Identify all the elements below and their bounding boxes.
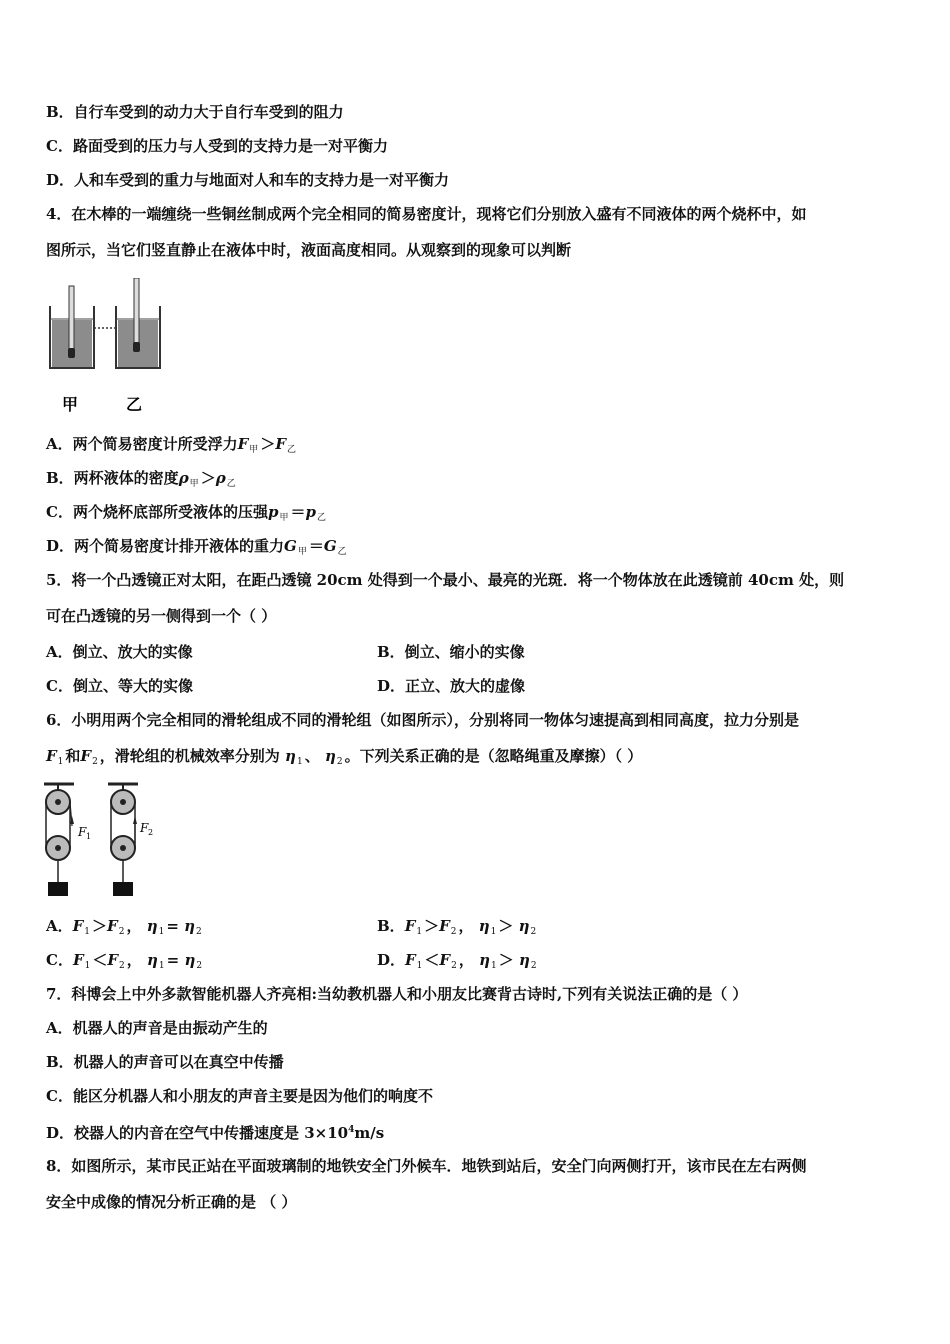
q5-stem-line2: 可在凸透镜的另一侧得到一个（ ） — [46, 607, 277, 625]
q7-option-d: D．校器人的内音在空气中传播速度是 $3\times 10^4m/s$ — [46, 1124, 385, 1142]
right-weight — [113, 882, 133, 896]
q3-option-d: D．人和车受到的重力与地面对人和车的支持力是一对平衡力 — [46, 171, 450, 189]
q8-stem-line1: 8．如图所示，某市民正站在平面玻璃制的地铁安全门外候车．地铁到站后，安全门向两侧打开，该市民在左右两侧 — [46, 1157, 807, 1175]
q6-stem-line2: $F_1$ 和$F_2$ ，滑轮组的机械效率分别为 $\eta_1$ 、 $\eta_2$ 。下列关系正确的是（忽略绳重及摩擦）（ ） — [46, 747, 643, 767]
q6-pulley-figure — [38, 780, 168, 902]
label-jia: 甲 — [62, 395, 79, 414]
meter-right — [134, 278, 139, 350]
q6-stem-line1: 6．小明用两个完全相同的滑轮组成不同的滑轮组（如图所示），分别将同一物体匀速提高到相同高度，拉力分别是 — [46, 711, 799, 729]
label-yi: 乙 — [126, 395, 143, 414]
q4-option-b: B．两杯液体的密度$\rho_甲 >\rho_乙$ — [46, 469, 236, 489]
q6-option-b: B．$F_1 >F_2$ ， $\eta_1 > \eta_2$ — [377, 917, 537, 937]
label-f1: F — [78, 825, 87, 839]
q7-stem: 7．科博会上中外多款智能机器人齐亮相:当幼教机器人和小朋友比赛背古诗时,下列有关说法正确的是（ ） — [46, 985, 748, 1003]
q4-stem-line2: 图所示，当它们竖直静止在液体中时，液面高度相同。从观察到的现象可以判断 — [46, 241, 572, 259]
q4-option-a: A．两个简易密度计所受浮力$F_甲 >F_乙$ — [46, 435, 296, 455]
label-f2: F — [140, 821, 149, 835]
svg-text:2: 2 — [148, 828, 154, 837]
left-weight — [48, 882, 68, 896]
q4-option-d: D．两个简易密度计排开液体的重力$G_甲 =G_乙$ — [46, 537, 347, 557]
q7-option-a: A．机器人的声音是由振动产生的 — [46, 1019, 268, 1037]
q6-option-c: C．$F_1 <F_2$ ， $\eta_1 = \eta_2$ — [46, 951, 203, 971]
q4-option-c: C．两个烧杯底部所受液体的压强$p_甲 =p_乙$ — [46, 503, 326, 523]
q5-option-c: C．倒立、等大的实像 — [46, 677, 193, 695]
q7-option-c: C．能区分机器人和小朋友的声音主要是因为他们的响度不 — [46, 1087, 433, 1105]
svg-text:1: 1 — [86, 832, 92, 841]
q4-stem-line1: 4．在木棒的一端缠绕一些铜丝制成两个完全相同的简易密度计，现将它们分别放入盛有不同液体的两个烧杯中，如 — [46, 205, 807, 223]
q6-option-a: A．$F_1 >F_2$ ， $\eta_1 = \eta_2$ — [46, 917, 202, 937]
q5-option-a: A．倒立、放大的实像 — [46, 643, 193, 661]
q3-option-c: C．路面受到的压力与人受到的支持力是一对平衡力 — [46, 137, 388, 155]
meter-left — [69, 286, 74, 354]
q6-option-d: D．$F_1 <F_2$ ， $\eta_1 > \eta_2$ — [377, 951, 537, 971]
q5-option-d: D．正立、放大的虚像 — [377, 677, 526, 695]
q7-option-b: B．机器人的声音可以在真空中传播 — [46, 1053, 284, 1071]
q5-stem-line1: 5．将一个凸透镜正对太阳，在距凸透镜 20cm 处得到一个最小、最亮的光斑．将一个物体放在此透镜前 40cm 处，则 — [46, 571, 845, 589]
q4-density-meter-figure — [44, 278, 174, 418]
q8-stem-line2: 安全中成像的情况分析正确的是 （ ） — [46, 1193, 297, 1211]
q3-option-b: B．自行车受到的动力大于自行车受到的阻力 — [46, 103, 344, 121]
q5-option-b: B．倒立、缩小的实像 — [377, 643, 525, 661]
